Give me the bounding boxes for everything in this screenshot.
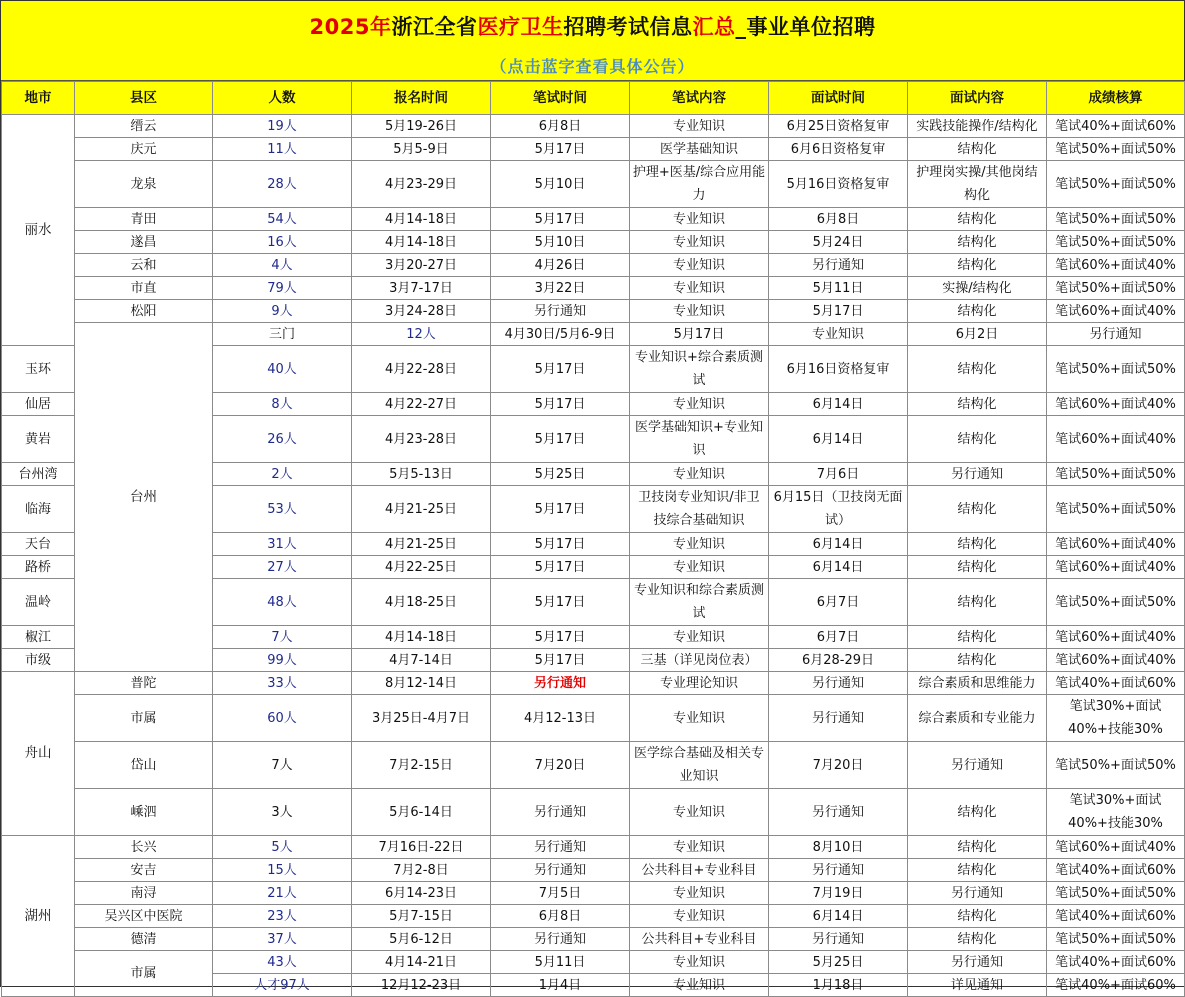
- county-cell: 安吉: [75, 859, 213, 882]
- written-date-cell: 5月11日: [491, 951, 630, 974]
- county-cell: 台州湾: [2, 463, 75, 486]
- recruitment-table: [1, 81, 1185, 997]
- written-content-cell: 专业知识: [630, 836, 769, 859]
- county-cell: 三门: [213, 323, 352, 346]
- interview-date-cell: 5月25日: [769, 951, 908, 974]
- written-content-cell: 医学综合基础及相关专业知识: [630, 742, 769, 789]
- interview-content-cell: 结构化: [908, 300, 1047, 323]
- signup-cell: 4月18-25日: [352, 579, 491, 626]
- interview-content-cell: 结构化: [908, 836, 1047, 859]
- table-row: [2, 323, 1185, 346]
- table-row: [2, 695, 1185, 742]
- city-cell-taizhou: 台州: [75, 323, 213, 672]
- score-cell: 笔试50%+面试50%: [1047, 346, 1185, 393]
- interview-content-cell: 结构化: [908, 556, 1047, 579]
- written-content-cell: 护理+医基/综合应用能力: [630, 161, 769, 208]
- table-row: [2, 138, 1185, 161]
- header-interview-date: 面试时间: [769, 82, 908, 115]
- written-content-cell: 专业知识: [630, 905, 769, 928]
- signup-cell: 4月22-27日: [352, 393, 491, 416]
- count-link[interactable]: 4人: [213, 254, 352, 277]
- interview-content-cell: 结构化: [908, 486, 1047, 533]
- county-cell: 玉环: [2, 346, 75, 393]
- county-cell: 嵊泗: [75, 789, 213, 836]
- county-cell: 岱山: [75, 742, 213, 789]
- interview-content-cell: 结构化: [908, 138, 1047, 161]
- count-link[interactable]: 21人: [213, 882, 352, 905]
- interview-content-cell: 综合素质和专业能力: [908, 695, 1047, 742]
- score-cell: 笔试40%+面试60%: [1047, 115, 1185, 138]
- interview-content-cell: 结构化: [908, 533, 1047, 556]
- interview-content-cell: 结构化: [908, 231, 1047, 254]
- county-cell: 市级: [2, 649, 75, 672]
- interview-content-cell: 结构化: [908, 254, 1047, 277]
- written-content-cell: 公共科目+专业科目: [630, 928, 769, 951]
- interview-date-cell: 6月6日资格复审: [769, 138, 908, 161]
- signup-cell: 4月14-18日: [352, 208, 491, 231]
- signup-cell: 3月20-27日: [352, 254, 491, 277]
- count-link[interactable]: 43人: [213, 951, 352, 974]
- written-content-cell: 专业知识: [769, 323, 908, 346]
- count-link[interactable]: 99人: [213, 649, 352, 672]
- interview-date-cell: 6月14日: [769, 416, 908, 463]
- table-row: [2, 277, 1185, 300]
- city-cell-zhoushan: 舟山: [2, 672, 75, 836]
- written-date-cell: 5月17日: [491, 486, 630, 533]
- table-row: [2, 859, 1185, 882]
- written-date-cell: 1月4日: [491, 974, 630, 997]
- score-cell: 笔试50%+面试50%: [1047, 742, 1185, 789]
- written-date-cell: 5月17日: [491, 649, 630, 672]
- interview-content-cell: 结构化: [908, 416, 1047, 463]
- header-score: 成绩核算: [1047, 82, 1185, 115]
- count-link[interactable]: 2人: [213, 463, 352, 486]
- interview-content-cell: 另行通知: [908, 882, 1047, 905]
- score-cell: 笔试30%+面试40%+技能30%: [1047, 695, 1185, 742]
- written-content-cell: 专业知识和综合素质测试: [630, 579, 769, 626]
- count-link[interactable]: 54人: [213, 208, 352, 231]
- written-content-cell: 专业知识: [630, 626, 769, 649]
- county-cell: 松阳: [75, 300, 213, 323]
- written-date-cell: 5月17日: [491, 346, 630, 393]
- signup-cell: 7月2-15日: [352, 742, 491, 789]
- count-link[interactable]: 33人: [213, 672, 352, 695]
- table-row: [2, 905, 1185, 928]
- interview-content-cell: 详见通知: [908, 974, 1047, 997]
- interview-date-cell: 5月24日: [769, 231, 908, 254]
- written-date-cell: 5月17日: [491, 416, 630, 463]
- title-banner: [1, 1, 1184, 81]
- count-link[interactable]: 79人: [213, 277, 352, 300]
- written-content-cell: 专业知识: [630, 695, 769, 742]
- interview-date-cell: 6月8日: [769, 208, 908, 231]
- table-row: [2, 254, 1185, 277]
- score-cell: 笔试40%+面试60%: [1047, 859, 1185, 882]
- written-content-cell: 专业知识: [630, 882, 769, 905]
- header-county: 县区: [75, 82, 213, 115]
- county-cell: 德清: [75, 928, 213, 951]
- written-content-cell: 专业知识: [630, 789, 769, 836]
- count-link[interactable]: 26人: [213, 416, 352, 463]
- signup-cell: 5月6-14日: [352, 789, 491, 836]
- written-date-cell: 5月25日: [491, 463, 630, 486]
- header-written-date: 笔试时间: [491, 82, 630, 115]
- written-content-cell: 专业知识+综合素质测试: [630, 346, 769, 393]
- interview-content-cell: 综合素质和思维能力: [908, 672, 1047, 695]
- count-link[interactable]: 5人: [213, 836, 352, 859]
- county-cell: 天台: [2, 533, 75, 556]
- interview-date-cell: 6月28-29日: [769, 649, 908, 672]
- score-cell: 笔试50%+面试50%: [1047, 161, 1185, 208]
- county-cell: 长兴: [75, 836, 213, 859]
- signup-cell: 12月12-23日: [352, 974, 491, 997]
- interview-date-cell: 6月14日: [769, 393, 908, 416]
- written-date-cell: 4月26日: [491, 254, 630, 277]
- signup-cell: 4月22-25日: [352, 556, 491, 579]
- written-date-cell: 5月10日: [491, 231, 630, 254]
- count-link[interactable]: 9人: [213, 300, 352, 323]
- signup-cell: 4月21-25日: [352, 533, 491, 556]
- header-signup: 报名时间: [352, 82, 491, 115]
- count-link[interactable]: 27人: [213, 556, 352, 579]
- written-content-cell: 专业知识: [630, 254, 769, 277]
- county-cell: 南浔: [75, 882, 213, 905]
- signup-cell: 4月22-28日: [352, 346, 491, 393]
- written-content-cell: 专业知识: [630, 277, 769, 300]
- county-cell: 椒江: [2, 626, 75, 649]
- written-date-cell: 4月12-13日: [491, 695, 630, 742]
- score-cell: 笔试50%+面试50%: [1047, 208, 1185, 231]
- interview-date-cell: 5月16日资格复审: [769, 161, 908, 208]
- score-cell: 笔试50%+面试50%: [1047, 463, 1185, 486]
- county-cell: 缙云: [75, 115, 213, 138]
- county-cell: 普陀: [75, 672, 213, 695]
- score-cell: 笔试60%+面试40%: [1047, 836, 1185, 859]
- score-cell: 笔试50%+面试50%: [1047, 231, 1185, 254]
- header-city: 地市: [2, 82, 75, 115]
- interview-date-cell: 6月25日资格复审: [769, 115, 908, 138]
- written-date-cell: 另行通知: [491, 300, 630, 323]
- written-content-cell: 专业理论知识: [630, 672, 769, 695]
- signup-cell: 5月6-12日: [352, 928, 491, 951]
- interview-date-cell: 7月19日: [769, 882, 908, 905]
- signup-cell: 5月7-15日: [352, 905, 491, 928]
- written-date-cell: 6月8日: [491, 115, 630, 138]
- signup-cell: 4月21-25日: [352, 486, 491, 533]
- interview-content-cell: 结构化: [908, 905, 1047, 928]
- county-cell: 仙居: [2, 393, 75, 416]
- written-date-cell: 6月8日: [491, 905, 630, 928]
- count-link[interactable]: 16人: [213, 231, 352, 254]
- signup-cell: 3月24-28日: [352, 300, 491, 323]
- signup-cell: 8月12-14日: [352, 672, 491, 695]
- table-row: [2, 789, 1185, 836]
- interview-content-cell: 另行通知: [908, 463, 1047, 486]
- table-row: [2, 231, 1185, 254]
- score-cell: 笔试50%+面试50%: [1047, 486, 1185, 533]
- signup-cell: 3月7-17日: [352, 277, 491, 300]
- score-cell: 笔试40%+面试60%: [1047, 672, 1185, 695]
- interview-date-cell: 6月7日: [769, 579, 908, 626]
- count-cell: 3人: [213, 789, 352, 836]
- score-cell: 笔试50%+面试50%: [1047, 579, 1185, 626]
- count-link[interactable]: 60人: [213, 695, 352, 742]
- interview-date-cell: 另行通知: [769, 672, 908, 695]
- interview-content-cell: 结构化: [908, 579, 1047, 626]
- interview-content-cell: 结构化: [908, 626, 1047, 649]
- interview-date-cell: 6月14日: [769, 905, 908, 928]
- interview-content-cell: 结构化: [908, 928, 1047, 951]
- signup-cell: 7月16日-22日: [352, 836, 491, 859]
- score-cell: 笔试50%+面试50%: [1047, 928, 1185, 951]
- score-cell: 笔试40%+面试60%: [1047, 951, 1185, 974]
- score-cell: 笔试60%+面试40%: [1047, 626, 1185, 649]
- written-date-cell: 5月17日: [630, 323, 769, 346]
- interview-date-cell: 8月10日: [769, 836, 908, 859]
- count-link[interactable]: 8人: [213, 393, 352, 416]
- interview-content-cell: 结构化: [908, 789, 1047, 836]
- signup-cell: 4月23-28日: [352, 416, 491, 463]
- count-link[interactable]: 53人: [213, 486, 352, 533]
- count-link[interactable]: 12人: [352, 323, 491, 346]
- signup-cell: 7月2-8日: [352, 859, 491, 882]
- written-date-cell: 5月17日: [491, 393, 630, 416]
- signup-cell: 4月23-29日: [352, 161, 491, 208]
- score-cell: 笔试30%+面试40%+技能30%: [1047, 789, 1185, 836]
- score-cell: 笔试60%+面试40%: [1047, 393, 1185, 416]
- interview-content-cell: 另行通知: [908, 951, 1047, 974]
- county-cell: 市属: [75, 951, 213, 997]
- written-date-cell: 另行通知: [491, 859, 630, 882]
- written-content-cell: 医学基础知识: [630, 138, 769, 161]
- table-row: [2, 928, 1185, 951]
- county-cell: 龙泉: [75, 161, 213, 208]
- written-content-cell: 三基（详见岗位表）: [630, 649, 769, 672]
- interview-content-cell: 实操/结构化: [908, 277, 1047, 300]
- interview-date-cell: 6月7日: [769, 626, 908, 649]
- written-date-cell-highlight: 另行通知: [491, 672, 630, 695]
- table-row: [2, 836, 1185, 859]
- interview-date-cell: 6月2日: [908, 323, 1047, 346]
- count-link[interactable]: 28人: [213, 161, 352, 208]
- table-row: [2, 951, 1185, 974]
- county-cell: 云和: [75, 254, 213, 277]
- header-row: [2, 82, 1185, 115]
- interview-date-cell: 1月18日: [769, 974, 908, 997]
- count-link[interactable]: 7人: [213, 626, 352, 649]
- interview-content-cell: 结构化: [908, 859, 1047, 882]
- written-date-cell: 另行通知: [491, 928, 630, 951]
- score-cell: 笔试60%+面试40%: [1047, 533, 1185, 556]
- table-row: [2, 208, 1185, 231]
- county-cell: 遂昌: [75, 231, 213, 254]
- city-cell-huzhou: 湖州: [2, 836, 75, 997]
- header-interview-content: 面试内容: [908, 82, 1047, 115]
- count-link[interactable]: 15人: [213, 859, 352, 882]
- written-content-cell: 专业知识: [630, 208, 769, 231]
- interview-content-cell: 结构化: [908, 346, 1047, 393]
- written-date-cell: 5月17日: [491, 626, 630, 649]
- score-cell: 笔试50%+面试50%: [1047, 138, 1185, 161]
- county-cell: 庆元: [75, 138, 213, 161]
- score-cell: 笔试60%+面试40%: [1047, 556, 1185, 579]
- score-cell: 笔试50%+面试50%: [1047, 882, 1185, 905]
- score-cell: 笔试50%+面试50%: [1047, 277, 1185, 300]
- county-cell: 温岭: [2, 579, 75, 626]
- written-content-cell: 专业知识: [630, 533, 769, 556]
- count-link[interactable]: 37人: [213, 928, 352, 951]
- score-cell: 笔试60%+面试40%: [1047, 416, 1185, 463]
- count-link[interactable]: 23人: [213, 905, 352, 928]
- written-content-cell: 专业知识: [630, 463, 769, 486]
- interview-content-cell: 护理岗实操/其他岗结构化: [908, 161, 1047, 208]
- written-date-cell: 7月20日: [491, 742, 630, 789]
- signup-cell: 6月14-23日: [352, 882, 491, 905]
- signup-cell: 5月5-9日: [352, 138, 491, 161]
- signup-cell: 5月19-26日: [352, 115, 491, 138]
- written-date-cell: 3月22日: [491, 277, 630, 300]
- written-content-cell: 专业知识: [630, 393, 769, 416]
- county-cell: 路桥: [2, 556, 75, 579]
- county-cell: 黄岩: [2, 416, 75, 463]
- count-link[interactable]: 48人: [213, 579, 352, 626]
- interview-date-cell: 另行通知: [769, 928, 908, 951]
- count-link[interactable]: 19人: [213, 115, 352, 138]
- written-date-cell: 5月17日: [491, 579, 630, 626]
- table-row: [2, 161, 1185, 208]
- county-cell: 临海: [2, 486, 75, 533]
- signup-cell: 3月25日-4月7日: [352, 695, 491, 742]
- written-date-cell: 5月17日: [491, 556, 630, 579]
- score-cell: 笔试40%+面试60%: [1047, 974, 1185, 997]
- interview-content-cell: 另行通知: [1047, 323, 1185, 346]
- interview-content-cell: 另行通知: [908, 742, 1047, 789]
- interview-date-cell: 7月6日: [769, 463, 908, 486]
- header-written-content: 笔试内容: [630, 82, 769, 115]
- interview-date-cell: 5月11日: [769, 277, 908, 300]
- signup-cell: 5月5-13日: [352, 463, 491, 486]
- signup-cell: 4月14-18日: [352, 626, 491, 649]
- score-cell: 笔试60%+面试40%: [1047, 300, 1185, 323]
- table-row: [2, 742, 1185, 789]
- written-content-cell: 卫技岗专业知识/非卫技综合基础知识: [630, 486, 769, 533]
- count-link[interactable]: 31人: [213, 533, 352, 556]
- written-content-cell: 专业知识: [630, 974, 769, 997]
- header-count: 人数: [213, 82, 352, 115]
- written-date-cell: 5月17日: [491, 138, 630, 161]
- written-date-cell: 7月5日: [491, 882, 630, 905]
- table-row: [2, 882, 1185, 905]
- written-date-cell: 5月10日: [491, 161, 630, 208]
- interview-date-cell: 6月15日（卫技岗无面试）: [769, 486, 908, 533]
- table-row: [2, 115, 1185, 138]
- written-date-cell: 5月17日: [491, 533, 630, 556]
- interview-date-cell: 5月17日: [769, 300, 908, 323]
- count-cell: 7人: [213, 742, 352, 789]
- written-content-cell: 公共科目+专业科目: [630, 859, 769, 882]
- count-link[interactable]: 11人: [213, 138, 352, 161]
- written-content-cell: 医学基础知识+专业知识: [630, 416, 769, 463]
- city-cell-lishui: 丽水: [2, 115, 75, 346]
- written-date-cell: 另行通知: [491, 836, 630, 859]
- interview-content-cell: 结构化: [908, 649, 1047, 672]
- interview-content-cell: 实践技能操作/结构化: [908, 115, 1047, 138]
- county-cell: 青田: [75, 208, 213, 231]
- page-title: 2025年浙江全省医疗卫生招聘考试信息汇总_事业单位招聘: [309, 15, 876, 39]
- written-content-cell: 专业知识: [630, 231, 769, 254]
- interview-date-cell: 另行通知: [769, 254, 908, 277]
- written-date-cell: 另行通知: [491, 789, 630, 836]
- count-link[interactable]: 40人: [213, 346, 352, 393]
- signup-cell: 4月7-14日: [352, 649, 491, 672]
- count-link[interactable]: 人才97人: [213, 974, 352, 997]
- signup-cell: 4月14-18日: [352, 231, 491, 254]
- interview-date-cell: 6月14日: [769, 556, 908, 579]
- written-content-cell: 专业知识: [630, 115, 769, 138]
- written-content-cell: 专业知识: [630, 300, 769, 323]
- interview-date-cell: 另行通知: [769, 859, 908, 882]
- score-cell: 笔试60%+面试40%: [1047, 649, 1185, 672]
- interview-date-cell: 另行通知: [769, 789, 908, 836]
- table-row: [2, 300, 1185, 323]
- interview-date-cell: 7月20日: [769, 742, 908, 789]
- signup-cell: 4月30日/5月6-9日: [491, 323, 630, 346]
- county-cell: 市属: [75, 695, 213, 742]
- written-content-cell: 专业知识: [630, 556, 769, 579]
- county-cell: 吴兴区中医院: [75, 905, 213, 928]
- signup-cell: 4月14-21日: [352, 951, 491, 974]
- score-cell: 笔试60%+面试40%: [1047, 254, 1185, 277]
- interview-date-cell: 6月14日: [769, 533, 908, 556]
- interview-content-cell: 结构化: [908, 393, 1047, 416]
- county-cell: 市直: [75, 277, 213, 300]
- score-cell: 笔试40%+面试60%: [1047, 905, 1185, 928]
- interview-date-cell: 另行通知: [769, 695, 908, 742]
- written-date-cell: 5月17日: [491, 208, 630, 231]
- written-content-cell: 专业知识: [630, 951, 769, 974]
- interview-content-cell: 结构化: [908, 208, 1047, 231]
- table-row: [2, 672, 1185, 695]
- announcement-hint[interactable]: （点击蓝字查看具体公告）: [490, 57, 695, 76]
- interview-date-cell: 6月16日资格复审: [769, 346, 908, 393]
